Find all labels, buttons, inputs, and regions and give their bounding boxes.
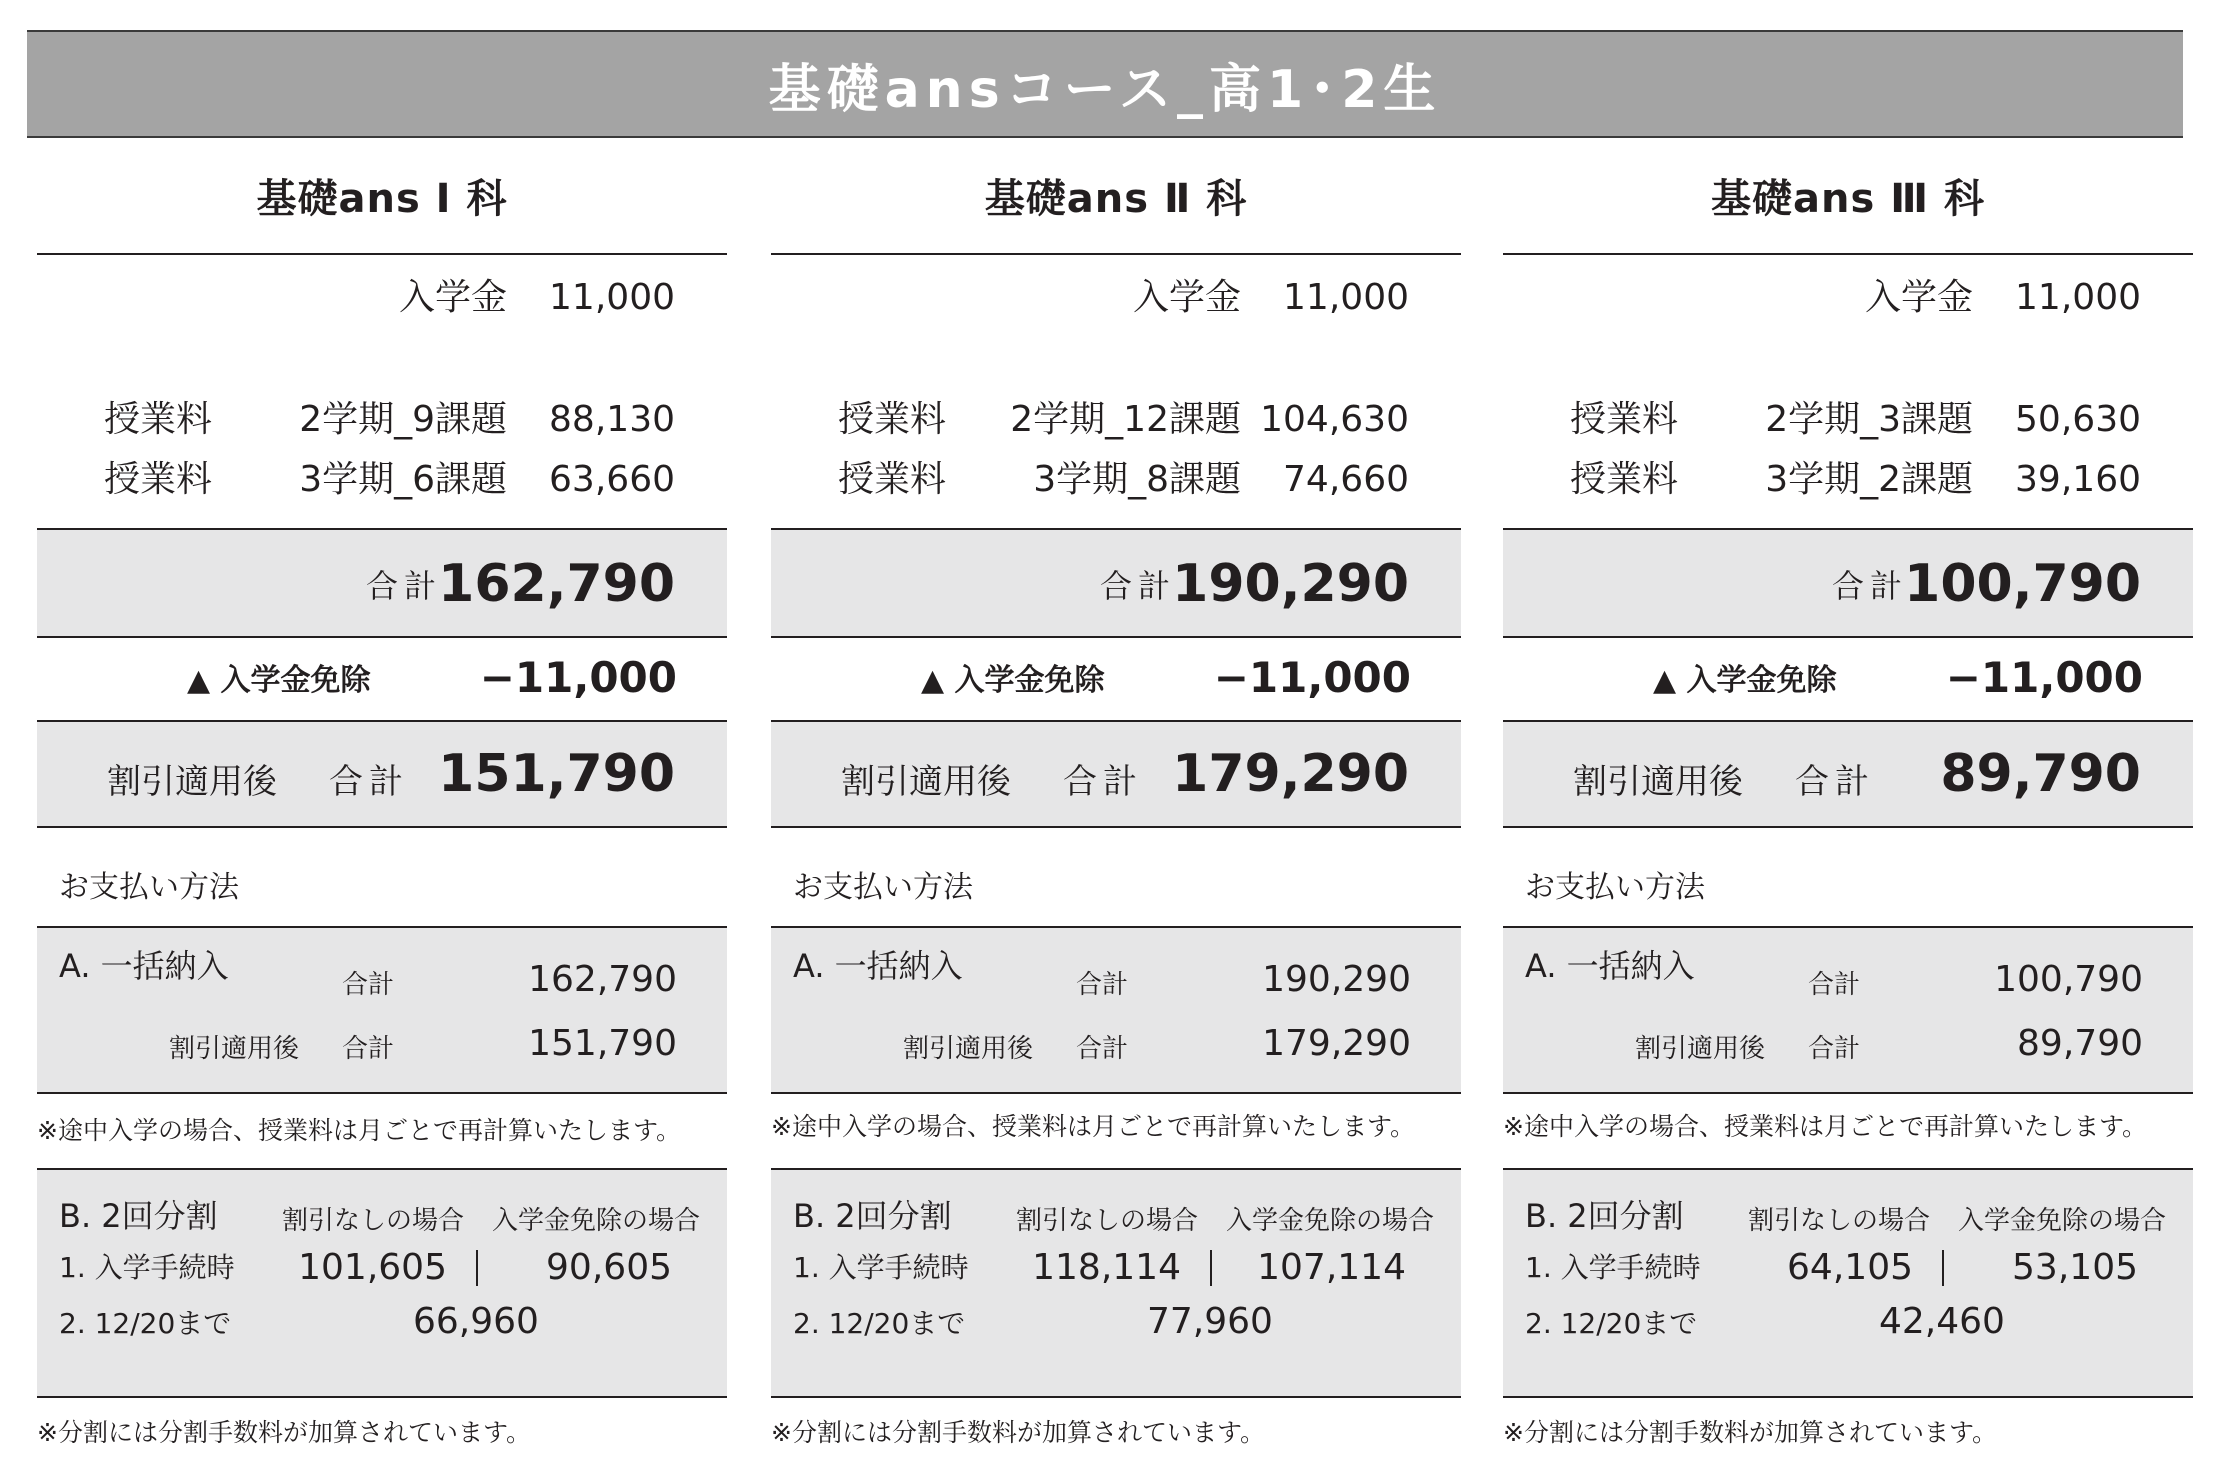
divider	[1503, 1396, 2193, 1398]
lump-discounted-value: 179,290	[1262, 1023, 1411, 1064]
discounted-total-label: 合計	[329, 762, 409, 802]
lump-discounted-value: 151,790	[528, 1023, 677, 1064]
total-label: 合計	[1099, 567, 1176, 605]
lump-discounted-value: 89,790	[2017, 1023, 2143, 1064]
lump-total-value: 190,290	[1262, 959, 1411, 1000]
waiver-label: ▲ 入学金免除	[1653, 663, 1837, 698]
enroll-waiver-value: 53,105	[2012, 1247, 2138, 1288]
waiver-value: −11,000	[1945, 653, 2143, 702]
divider	[37, 826, 727, 828]
lump-discounted-total-label: 合計	[1076, 1034, 1129, 1064]
waiver-case-label: 入学金免除の場合	[492, 1206, 701, 1236]
installment-note: ※分割には分割手数料が加算されています。	[1503, 1418, 1997, 1447]
payment-method-label: お支払い方法	[59, 870, 239, 905]
enroll-nodisc-value: 64,105	[1787, 1247, 1913, 1288]
divider	[37, 1396, 727, 1398]
discounted-total-label: 合計	[1795, 762, 1875, 802]
tuition-label: 授業料	[103, 399, 212, 440]
discounted-label: 割引適用後	[841, 762, 1011, 802]
enroll-nodisc-value: 118,114	[1032, 1247, 1181, 1288]
tuition-label: 授業料	[837, 459, 946, 500]
divider	[37, 636, 727, 638]
lump-discounted-label: 割引適用後	[169, 1034, 300, 1064]
entrance-fee-value: 11,000	[2015, 277, 2141, 318]
lump-total-label: 合計	[1076, 970, 1129, 1000]
divider	[771, 826, 1461, 828]
second-payment-value: 66,960	[413, 1301, 539, 1342]
divider	[1503, 636, 2193, 638]
midterm-note: ※途中入学の場合、授業料は月ごとで再計算いたします。	[37, 1116, 681, 1145]
installment-label: B. 2回分割	[1525, 1197, 1684, 1235]
tuition-label: 授業料	[1569, 459, 1678, 500]
divider	[1503, 253, 2193, 255]
tuition-term: 3学期_8課題	[1033, 459, 1241, 500]
separator	[476, 1250, 478, 1286]
no-discount-case-label: 割引なしの場合	[1748, 1206, 1931, 1236]
course-title: 基礎ans Ⅱ 科	[984, 176, 1248, 222]
tuition-term: 3学期_2課題	[1765, 459, 1973, 500]
lump-total-value: 100,790	[1994, 959, 2143, 1000]
lump-discounted-total-label: 合計	[342, 1034, 395, 1064]
separator	[1942, 1250, 1944, 1286]
second-payment-value: 42,460	[1879, 1301, 2005, 1342]
waiver-value: −11,000	[1213, 653, 1411, 702]
enrollment-time-label: 1. 入学手続時	[59, 1251, 235, 1284]
installment-label: B. 2回分割	[59, 1197, 218, 1235]
tuition-amount: 50,630	[2015, 399, 2141, 440]
enroll-nodisc-value: 101,605	[298, 1247, 447, 1288]
discounted-total-value: 151,790	[438, 744, 675, 804]
separator	[1210, 1250, 1212, 1286]
tuition-amount: 63,660	[549, 459, 675, 500]
lump-discounted-total-label: 合計	[1808, 1034, 1861, 1064]
tuition-label: 授業料	[837, 399, 946, 440]
total-value: 190,290	[1172, 554, 1409, 614]
lump-sum-label: A. 一括納入	[793, 947, 963, 985]
enrollment-time-label: 1. 入学手続時	[793, 1251, 969, 1284]
divider	[771, 636, 1461, 638]
waiver-case-label: 入学金免除の場合	[1226, 1206, 1435, 1236]
total-label: 合計	[1831, 567, 1908, 605]
course-column-1	[37, 138, 727, 1472]
lump-total-label: 合計	[1808, 970, 1861, 1000]
discounted-label: 割引適用後	[107, 762, 277, 802]
course-column-3	[1503, 138, 2193, 1472]
page-header	[27, 30, 2183, 138]
lump-discounted-label: 割引適用後	[903, 1034, 1034, 1064]
lump-total-label: 合計	[342, 970, 395, 1000]
divider	[1503, 1092, 2193, 1094]
total-value: 100,790	[1904, 554, 2141, 614]
divider	[37, 1092, 727, 1094]
divider	[771, 253, 1461, 255]
second-payment-label: 2. 12/20まで	[1525, 1307, 1698, 1340]
tuition-term: 2学期_3課題	[1765, 399, 1973, 440]
waiver-label: ▲ 入学金免除	[921, 663, 1105, 698]
no-discount-case-label: 割引なしの場合	[282, 1206, 465, 1236]
second-payment-label: 2. 12/20まで	[793, 1307, 966, 1340]
entrance-fee-value: 11,000	[1283, 277, 1409, 318]
discounted-label: 割引適用後	[1573, 762, 1743, 802]
discounted-total-label: 合計	[1063, 762, 1143, 802]
midterm-note: ※途中入学の場合、授業料は月ごとで再計算いたします。	[771, 1112, 1415, 1141]
tuition-amount: 39,160	[2015, 459, 2141, 500]
entrance-fee-label: 入学金	[1132, 277, 1241, 318]
entrance-fee-label: 入学金	[1864, 277, 1973, 318]
tuition-label: 授業料	[103, 459, 212, 500]
divider	[37, 253, 727, 255]
installment-label: B. 2回分割	[793, 1197, 952, 1235]
no-discount-case-label: 割引なしの場合	[1016, 1206, 1199, 1236]
waiver-value: −11,000	[479, 653, 677, 702]
total-label: 合計	[365, 567, 442, 605]
page-title: 基礎ansコース_高1･2生	[768, 59, 1442, 120]
tuition-amount: 104,630	[1260, 399, 1409, 440]
waiver-case-label: 入学金免除の場合	[1958, 1206, 2167, 1236]
lump-sum-label: A. 一括納入	[59, 947, 229, 985]
enrollment-time-label: 1. 入学手続時	[1525, 1251, 1701, 1284]
tuition-amount: 88,130	[549, 399, 675, 440]
course-title: 基礎ans Ⅰ 科	[256, 176, 508, 222]
lump-sum-label: A. 一括納入	[1525, 947, 1695, 985]
tuition-term: 3学期_6課題	[299, 459, 507, 500]
divider	[1503, 826, 2193, 828]
divider	[771, 1396, 1461, 1398]
installment-note: ※分割には分割手数料が加算されています。	[771, 1418, 1265, 1447]
tuition-amount: 74,660	[1283, 459, 1409, 500]
tuition-term: 2学期_9課題	[299, 399, 507, 440]
payment-method-label: お支払い方法	[793, 870, 973, 905]
entrance-fee-label: 入学金	[398, 277, 507, 318]
divider	[771, 1092, 1461, 1094]
lump-discounted-label: 割引適用後	[1635, 1034, 1766, 1064]
course-title: 基礎ans Ⅲ 科	[1711, 176, 1985, 222]
midterm-note: ※途中入学の場合、授業料は月ごとで再計算いたします。	[1503, 1112, 2147, 1141]
payment-method-label: お支払い方法	[1525, 870, 1705, 905]
installment-note: ※分割には分割手数料が加算されています。	[37, 1418, 531, 1447]
second-payment-label: 2. 12/20まで	[59, 1307, 232, 1340]
tuition-label: 授業料	[1569, 399, 1678, 440]
enroll-waiver-value: 107,114	[1257, 1247, 1406, 1288]
enroll-waiver-value: 90,605	[546, 1247, 672, 1288]
total-value: 162,790	[438, 554, 675, 614]
discounted-total-value: 89,790	[1940, 744, 2141, 804]
second-payment-value: 77,960	[1147, 1301, 1273, 1342]
course-column-2	[771, 138, 1461, 1472]
tuition-term: 2学期_12課題	[1010, 399, 1241, 440]
discounted-total-value: 179,290	[1172, 744, 1409, 804]
entrance-fee-value: 11,000	[549, 277, 675, 318]
lump-total-value: 162,790	[528, 959, 677, 1000]
waiver-label: ▲ 入学金免除	[187, 663, 371, 698]
